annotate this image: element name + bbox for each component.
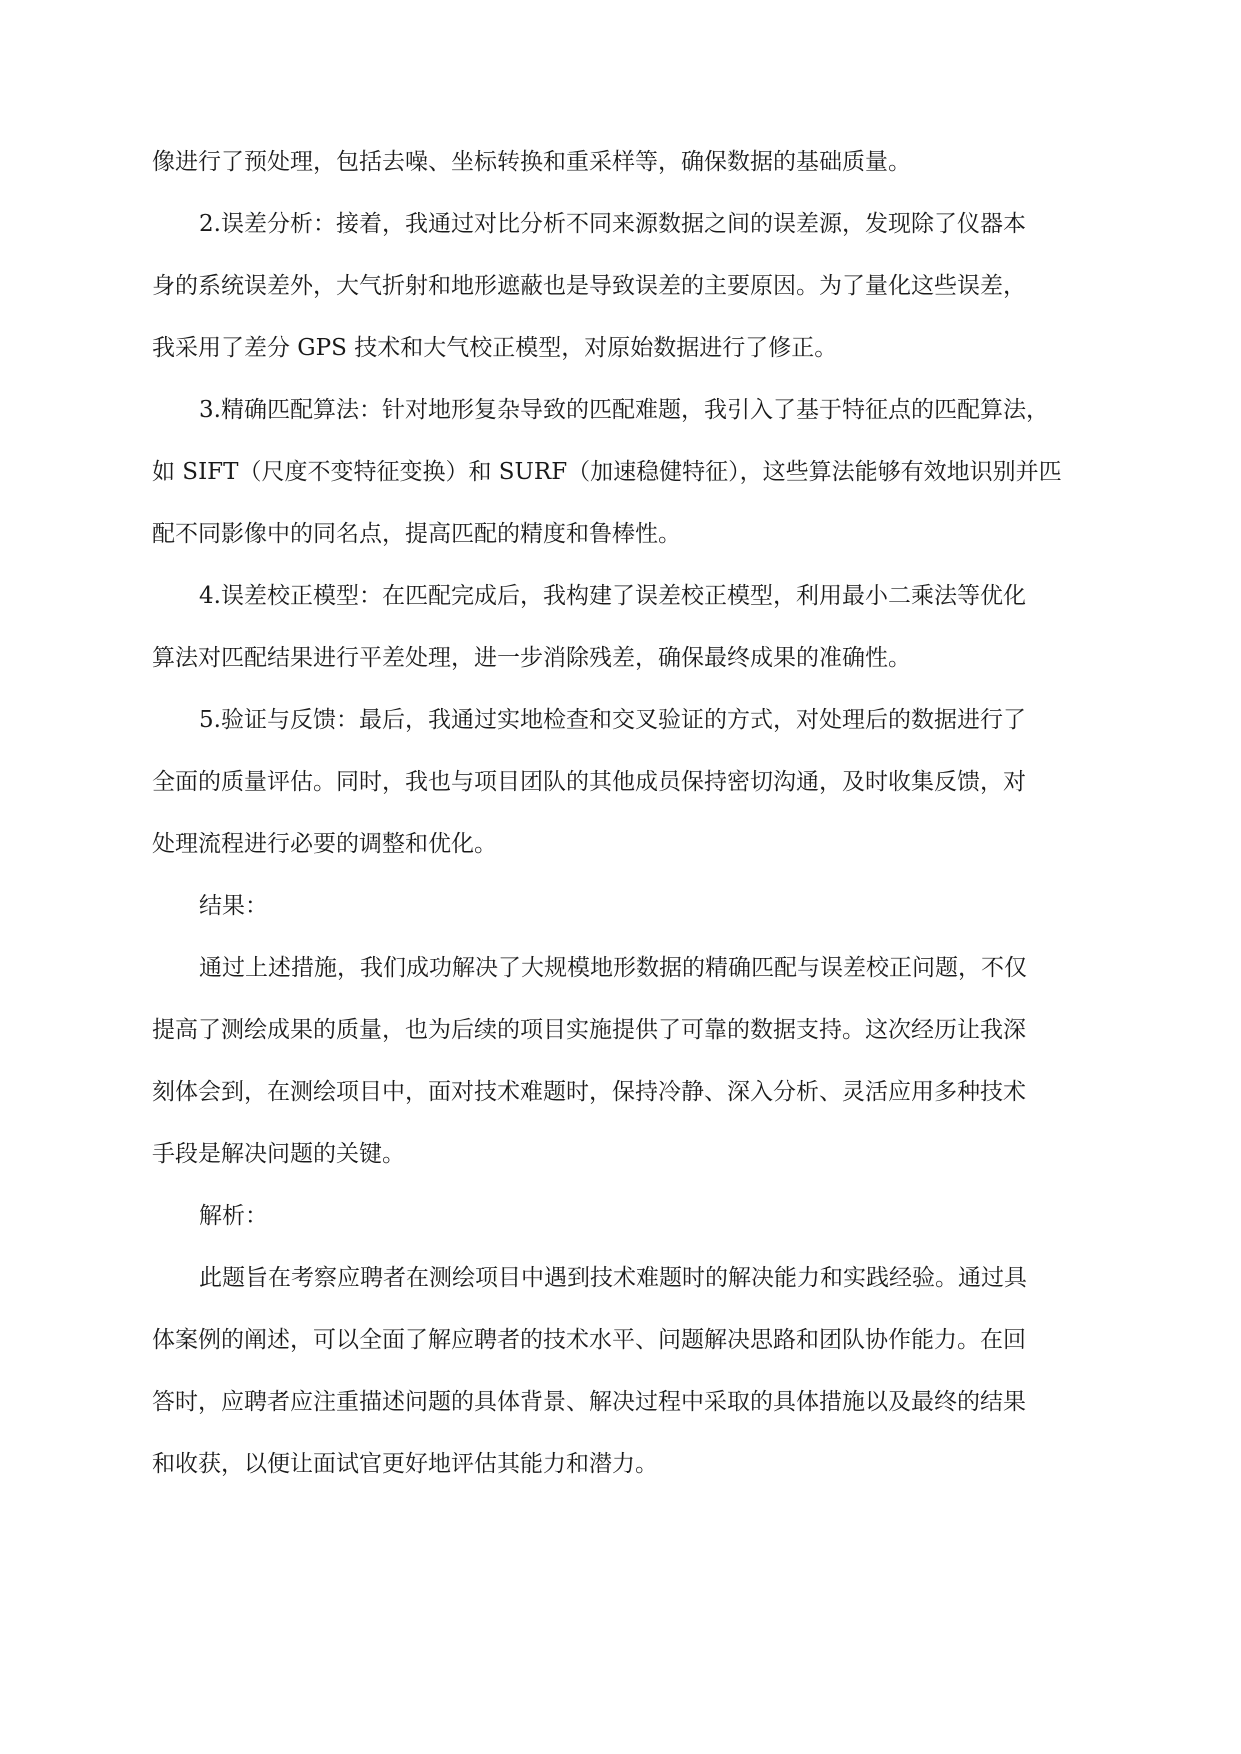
document-body <box>152 142 1092 1506</box>
text-line: 5.验证与反馈：最后，我通过实地检查和交叉验证的方式，对处理后的数据进行了 <box>199 707 1026 733</box>
text-line: 算法对匹配结果进行平差处理，进一步消除残差，确保最终成果的准确性。 <box>152 645 911 671</box>
text-line: 身的系统误差外，大气折射和地形遮蔽也是导致误差的主要原因。为了量化这些误差， <box>152 273 1026 299</box>
text-line: 体案例的阐述，可以全面了解应聘者的技术水平、问题解决思路和团队协作能力。在回 <box>152 1327 1026 1353</box>
text-line: 像进行了预处理，包括去噪、坐标转换和重采样等，确保数据的基础质量。 <box>152 149 911 175</box>
text-line: 答时，应聘者应注重描述问题的具体背景、解决过程中采取的具体措施以及最终的结果 <box>152 1389 1026 1415</box>
text-line: 处理流程进行必要的调整和优化。 <box>152 831 497 857</box>
text-line: 此题旨在考察应聘者在测绘项目中遇到技术难题时的解决能力和实践经验。通过具 <box>199 1265 1027 1291</box>
section-heading-result: 结果： <box>199 893 268 919</box>
text-line: 通过上述措施，我们成功解决了大规模地形数据的精确匹配与误差校正问题，不仅 <box>199 955 1027 981</box>
text-line: 我采用了差分 GPS 技术和大气校正模型，对原始数据进行了修正。 <box>152 335 838 361</box>
text-line: 和收获，以便让面试官更好地评估其能力和潜力。 <box>152 1451 658 1477</box>
text-line: 4.误差校正模型：在匹配完成后，我构建了误差校正模型，利用最小二乘法等优化 <box>199 583 1026 609</box>
text-line: 全面的质量评估。同时，我也与项目团队的其他成员保持密切沟通，及时收集反馈，对 <box>152 769 1026 795</box>
text-line: 提高了测绘成果的质量，也为后续的项目实施提供了可靠的数据支持。这次经历让我深 <box>152 1017 1026 1043</box>
text-line: 手段是解决问题的关键。 <box>152 1141 405 1167</box>
text-line: 2.误差分析：接着，我通过对比分析不同来源数据之间的误差源，发现除了仪器本 <box>199 211 1026 237</box>
text-line: 刻体会到，在测绘项目中，面对技术难题时，保持冷静、深入分析、灵活应用多种技术 <box>152 1079 1026 1105</box>
text-line: 配不同影像中的同名点，提高匹配的精度和鲁棒性。 <box>152 521 681 547</box>
section-heading-analysis: 解析： <box>199 1203 268 1229</box>
text-line: 如 SIFT（尺度不变特征变换）和 SURF（加速稳健特征），这些算法能够有效地识别并匹 <box>152 459 1062 485</box>
text-line: 3.精确匹配算法：针对地形复杂导致的匹配难题，我引入了基于特征点的匹配算法， <box>199 397 1049 423</box>
